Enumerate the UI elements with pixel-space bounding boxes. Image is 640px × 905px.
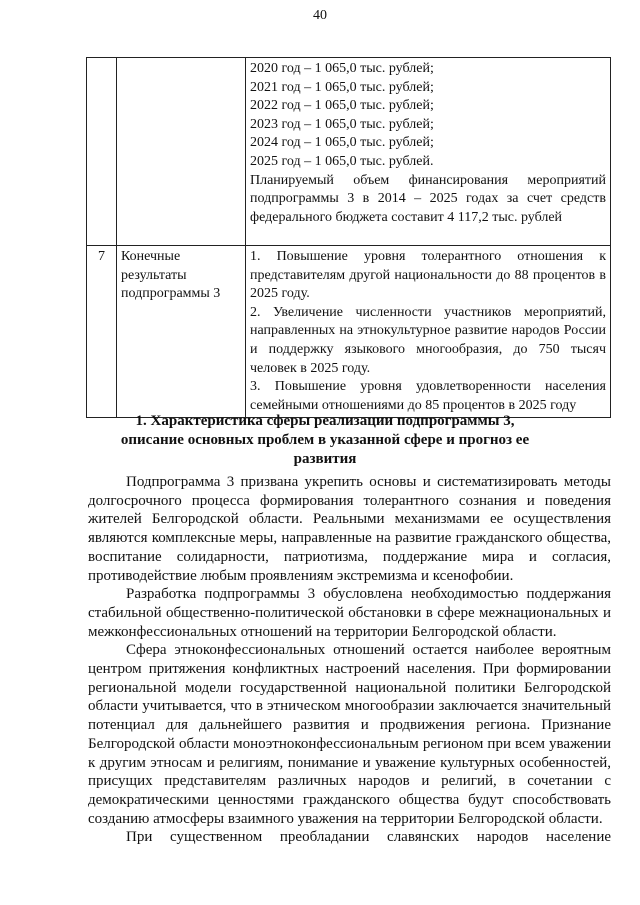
body-paragraph: При существенном преобладании славянских народов население	[126, 829, 611, 846]
row-label-cell	[117, 58, 246, 246]
funding-cell	[246, 58, 611, 246]
funding-year-line: 2020 год – 1 065,0 тыс. рублей;	[250, 61, 434, 76]
table-row	[87, 246, 611, 418]
section-heading: 1. Характеристика сферы реализации подпрограммы 3, описание основных проблем в указанной сфере и прогноз ее развития	[120, 413, 530, 467]
section-body	[88, 473, 611, 847]
body-paragraph: Сфера этноконфессиональных отношений остается наиболее вероятным центром притяжения конфликтных настроений населения. При формировании региональной модели государственной национальной политики Белгородской области учитывается, что в этническом многообразии заключается значительный потенциал для дальнейшего развития и продвижения региона. Признание Белгородской области моноэтноконфессиональным регионом при всем уважении к другим этносам и религиям, понимание и уважение культурных особенностей, присущих представителям различных народов и религий, в сочетании с демократическими ценностями гражданского общества будут способствовать созданию атмосферы взаимного уважения на территории Белгородской области.	[88, 642, 611, 827]
funding-year-line: 2023 год – 1 065,0 тыс. рублей;	[250, 116, 434, 132]
body-paragraph: Подпрограмма 3 призвана укрепить основы и систематизировать методы долгосрочного процесса формирования толерантного сознания и поведения жителей Белгородской области. Реальными механизмами ее осуществления являются комплексные меры, направленные на развитие гражданского общества, воспитание солидарности, патриотизма, поддержание мира и согласия, противодействие любым проявлениям экстремизма и ксенофобии.	[88, 474, 611, 584]
funding-summary: Планируемый объем финансирования мероприятий подпрограммы 3 в 2014 – 2025 годах за счет средств федерального бюджета составит 4 117,2 тыс. рублей	[250, 172, 606, 225]
program-table	[86, 57, 611, 418]
row-number-cell	[87, 58, 117, 246]
funding-year-line: 2024 год – 1 065,0 тыс. рублей;	[250, 135, 434, 151]
funding-year-line: 2025 год – 1 065,0 тыс. рублей.	[250, 153, 434, 169]
result-item: 2. Увеличение численности участников мероприятий, направленных на этнокультурное развитие народов России и поддержку языкового многообразия, до 750 тысяч человек в 2025 году.	[250, 304, 606, 376]
row-label-cell: Конечные результаты подпрограммы 3	[117, 246, 246, 418]
result-item: 3. Повышение уровня удовлетворенности населения семейными отношениями до 85 процентов в 2025 году	[250, 379, 606, 413]
funding-year-line: 2021 год – 1 065,0 тыс. рублей;	[250, 79, 434, 95]
row-number-cell: 7	[87, 246, 117, 418]
funding-year-line: 2022 год – 1 065,0 тыс. рублей;	[250, 98, 434, 114]
table-row	[87, 58, 611, 246]
page-number: 40	[313, 8, 327, 23]
result-item: 1. Повышение уровня толерантного отношения к представителям другой национальности до 88 процентов в 2025 году.	[250, 249, 606, 302]
body-paragraph: Разработка подпрограммы 3 обусловлена необходимостью поддержания стабильной общественно-политической обстановки в сфере межнациональных и межконфессиональных отношений на территории Белгородской области.	[88, 586, 611, 640]
results-cell	[246, 246, 611, 418]
